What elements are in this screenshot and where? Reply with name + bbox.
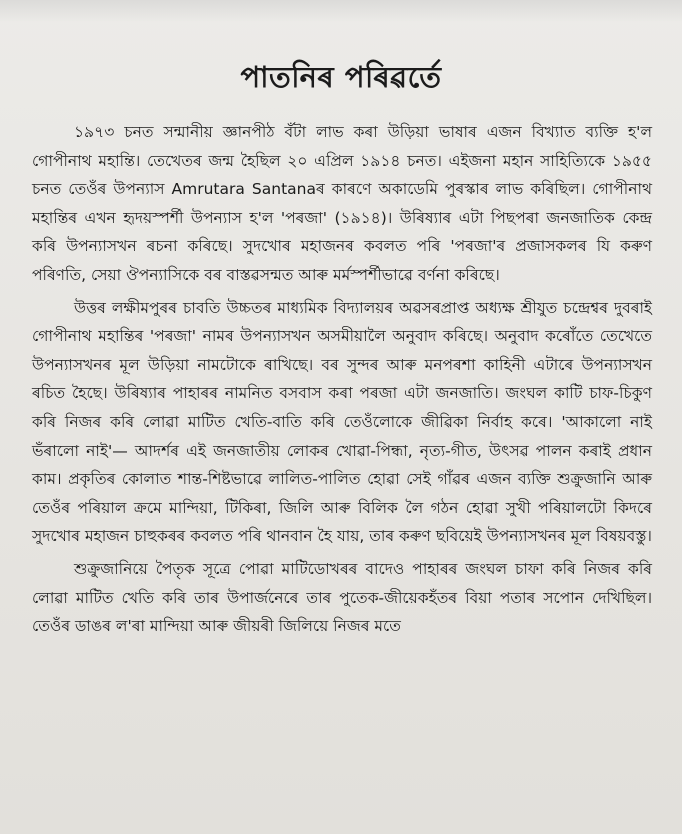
body-text <box>32 118 652 641</box>
paragraph-2: উত্তৰ লক্ষীমপুৰৰ চাবতি উচ্চতৰ মাধ্যমিক বিদ্যালয়ৰ অৱসৰপ্ৰাপ্ত অধ্যক্ষ শ্ৰীযুত চন্দ্ৰেশ্বৰ দুবৰাই গোপীনাথ মহান্তিৰ 'পৰজা' নামৰ উপন্যাসখন অসমীয়ালৈ অনুবাদ কৰিছে। অনুবাদ কৰোঁতে তেখেতে উপন্যাসখনৰ মূল উড়িয়া নামটোকে ৰাখিছে। বৰ সুন্দৰ আৰু মনপৰশা কাহিনী এটাৰে উপন্যাসখন ৰচিত হৈছে। উৰিষ্যাৰ পাহাৰৰ নামনিত বসবাস কৰা পৰজা এটা জনজাতি। জংঘল কাটি চাফ-চিকুণ কৰি নিজৰ কৰি লোৱা মাটিত খেতি-বাতি কৰি তেওঁলোকে জীৱিকা নিৰ্বাহ কৰে। 'আকালো নাই ভঁৰালো নাই'— আদৰ্শৰ এই জনজাতীয় লোকৰ খোৱা-পিন্ধা, নৃত্য-গীত, উৎসৱ পালন কৰাই প্ৰধান কাম। প্ৰকৃতিৰ কোলাত শান্ত-শিষ্টভাৱে লালিত-পালিত হোৱা সেই গাঁৱৰ এজন ব্যক্তি শুক্ৰুজানি আৰু তেওঁৰ পৰিয়াল ক্ৰমে মান্দিয়া, টিকিৰা, জিলি আৰু বিলিক লৈ গঠন হোৱা সুখী পৰিয়ালটো কিদৰে সুদখোৰ মহাজন চাহুকৰৰ কবলত পৰি থানবান হৈ যায়, তাৰ কৰুণ ছবিয়েই উপন্যাসখনৰ মূল বিষয়বস্তু। <box>32 298 652 546</box>
chapter-title: পাতনিৰ পৰিৱৰ্তে <box>240 60 442 95</box>
paragraph-3: শুক্ৰুজানিয়ে পৈতৃক সূত্ৰে পোৱা মাটিডোখৰৰ বাদেও পাহাৰৰ জংঘল চাফা কৰি নিজৰ কৰি লোৱা মাটিত খেতি কৰি তাৰ উপাৰ্জনেৰে তাৰ পুতেক-জীয়েকহঁতৰ বিয়া পতাৰ সপোন দেখিছিল। তেওঁৰ ডাঙৰ ল'ৰা মান্দিয়া আৰু জীয়ৰী জিলিয়ে নিজৰ মতে <box>32 559 652 636</box>
page-top-bleed <box>0 0 682 22</box>
paragraph-1: ১৯৭৩ চনত সন্মানীয় জ্ঞানপীঠ বঁটা লাভ কৰা উড়িয়া ভাষাৰ এজন বিখ্যাত ব্যক্তি হ'ল গোপীনাথ মহান্তি। তেখেতৰ জন্ম হৈছিল ২০ এপ্ৰিল ১৯১৪ চনত। এইজনা মহান সাহিত্যিকে ১৯৫৫ চনত তেওঁৰ উপন্যাস Amrutara Santanaৰ কাৰণে অকাডেমি পুৰস্কাৰ লাভ কৰিছিল। গোপীনাথ মহান্তিৰ এখন হৃদয়স্পৰ্শী উপন্যাস হ'ল 'পৰজা' (১৯১৪)। উৰিষ্যাৰ এটা পিছপৰা জনজাতিক কেন্দ্ৰ কৰি উপন্যাসখন ৰচনা কৰিছে। সুদখোৰ মহাজনৰ কবলত পৰি 'পৰজা'ৰ প্ৰজাসকলৰ যি কৰুণ পৰিণতি, সেয়া ঔপন্যাসিকে বৰ বাস্তৱসন্মত আৰু মৰ্মস্পৰ্শীভাৱে বৰ্ণনা কৰিছে। <box>32 123 652 284</box>
